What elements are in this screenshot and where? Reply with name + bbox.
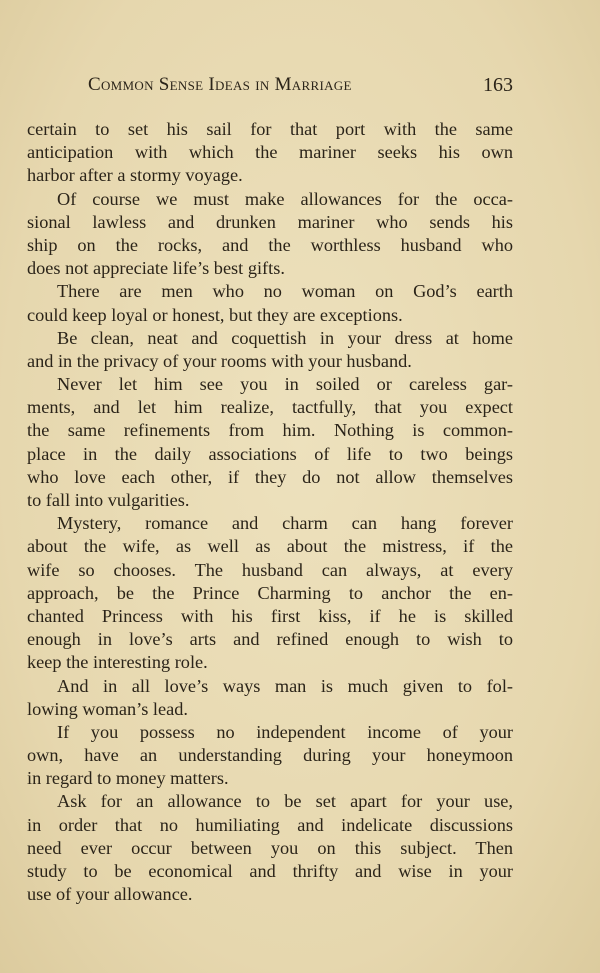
text-line: Be clean, neat and coquettish in your dress at home <box>57 327 513 348</box>
page-number: 163 <box>483 74 513 96</box>
text-line: does not appreciate life’s best gifts. <box>27 258 285 279</box>
text-line: in order that no humiliating and indelicate discussions <box>27 814 513 835</box>
text-line: ship on the rocks, and the worthless husband who <box>27 234 513 255</box>
text-line: If you possess no independent income of your <box>57 721 513 742</box>
text-line: lowing woman’s lead. <box>27 698 188 719</box>
text-line: harbor after a stormy voyage. <box>27 165 243 186</box>
page-header <box>27 74 513 104</box>
text-line: place in the daily associations of life to two beings <box>27 443 513 464</box>
text-line: Never let him see you in soiled or careless gar- <box>57 374 513 395</box>
text-line: wife so chooses. The husband can always, at every <box>27 559 513 580</box>
text-line: There are men who no woman on God’s earth <box>57 281 513 302</box>
text-line: could keep loyal or honest, but they are exceptions. <box>27 304 403 325</box>
text-line: Of course we must make allowances for the occa- <box>57 188 513 209</box>
text-line: approach, be the Prince Charming to anchor the en- <box>27 582 513 603</box>
text-line: the same refinements from him. Nothing is common- <box>27 420 513 441</box>
text-line: chanted Princess with his first kiss, if he is skilled <box>27 605 513 626</box>
running-title: Common Sense Ideas in Marriage <box>88 74 352 95</box>
text-line: Mystery, romance and charm can hang forever <box>57 513 513 534</box>
text-line: in regard to money matters. <box>27 768 229 789</box>
text-line: about the wife, as well as about the mistress, if the <box>27 536 513 557</box>
body-text <box>27 118 513 906</box>
text-line: ments, and let him realize, tactfully, that you expect <box>27 397 513 418</box>
text-line: keep the interesting role. <box>27 652 208 673</box>
text-line: sional lawless and drunken mariner who sends his <box>27 211 513 232</box>
text-line: study to be economical and thrifty and wise in your <box>27 861 513 881</box>
text-line: And in all love’s ways man is much given to fol- <box>57 675 513 696</box>
text-line: enough in love’s arts and refined enough to wish to <box>27 629 513 650</box>
text-line: and in the privacy of your rooms with your husband. <box>27 350 412 371</box>
text-line: certain to set his sail for that port with the same <box>27 119 513 139</box>
text-line: Ask for an allowance to be set apart for your use, <box>57 791 513 812</box>
text-line: who love each other, if they do not allow themselves <box>27 466 513 487</box>
text-line: own, have an understanding during your honeymoon <box>27 745 513 766</box>
text-line: to fall into vulgarities. <box>27 490 190 510</box>
text-line: anticipation with which the mariner seeks his own <box>27 142 513 163</box>
text-line: need ever occur between you on this subject. Then <box>27 837 513 858</box>
text-line: use of your allowance. <box>27 884 193 905</box>
